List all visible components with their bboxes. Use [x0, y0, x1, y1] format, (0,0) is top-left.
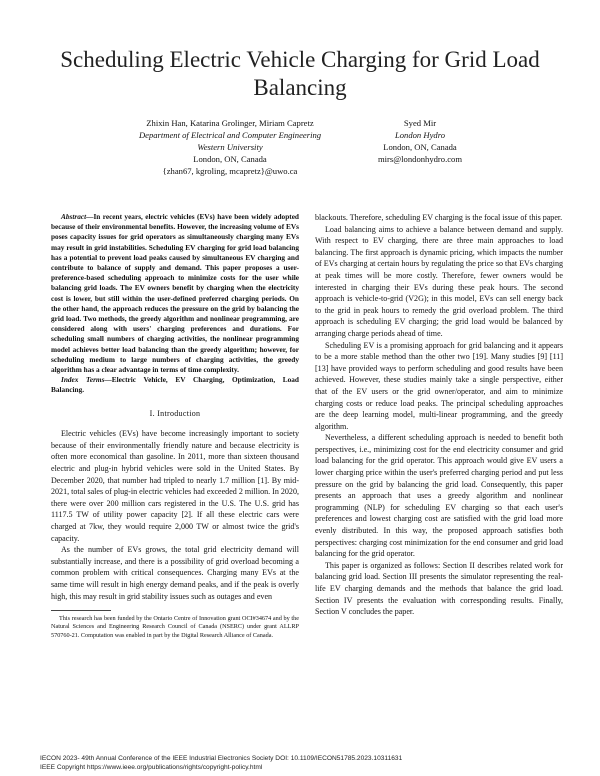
footer-copyright-link[interactable]: IEEE Copyright https://www.ieee.org/publications/rights/copyright-policy.html: [40, 764, 263, 771]
abstract: [51, 212, 299, 375]
body-paragraph: Nevertheless, a different scheduling approach is needed to benefit both perspectives, i.e., minimizing cost for the end electricity consumer and grid load balancing for the grid operator. This approach would give EV users a lower charging price within the user's preferred charging period and put less pressure on the grid by balancing the grid load. Consequently, this paper presents an approach that uses a greedy algorithm and nonlinear programming (NLP) for scheduling EV charging so that each user's preferences and lowest charging cost are satisfied with the grid load more evenly distributed. In this way, the proposed approach satisfies both perspectives: charging cost minimization for the end consumer and grid load balancing for the grid operator.: [315, 433, 563, 559]
abstract-text: —In recent years, electric vehicles (EVs) have been widely adopted because of their environmental benefits. However, the increasing volume of EVs poses capacity issues for grid operators as simultaneously charging many EVs may result in grid instabilities. Scheduling EV charging for grid load balancing has a potential to prevent load peaks caused by simultaneous EV charging and contribute to balance of supply and demand. This paper proposes a user-preference-based scheduling approach to minimize costs for the user while balancing grid loads. The EV owners benefit by charging when the electricity cost is lower, but still within the user-defined preferred charging periods. On the other hand, the approach reduces the pressure on the grid by balancing the grid load. Two methods, the greedy algorithm and nonlinear programming, are considered along with users' charging preferences and durations. For scheduling small numbers of charging activities, the nonlinear programming model achieves better load balancing than the greedy algorithm; however, for scheduling medium to large numbers of charging activities, the greedy algorithm has a clear advantage in terms of time complexity.: [51, 212, 299, 375]
right-column: [315, 212, 563, 618]
left-column: [51, 212, 299, 640]
abstract-label: Abstract: [61, 212, 87, 221]
author-department: Department of Electrical and Computer Engineering: [138, 130, 322, 140]
body-paragraph: Electric vehicles (EVs) have become increasingly important to society because of their environmentally friendly nature and because electricity is often more economical than gasoline. In 2011, more than sixteen thousand electric and plug-in hybrid vehicles were sold in the United States. By December 2020, that number had tripled to nearly 1.7 million [1]. By mid-2021, total sales of plug-in electric vehicles had exceeded 2 million. In 2020, there were over 200 million cars registered in the U.S. The U.S. grid has 1117.5 TW of utility power capacity [2]. If all these electric cars were charged at 7kw, they would require 2,000 TW or almost twice the grid's capacity.: [51, 429, 299, 543]
author-location: London, ON, Canada: [383, 142, 457, 152]
index-terms-text: —Electric Vehicle, EV Charging, Optimization, Load Balancing.: [51, 375, 299, 395]
author-block-left: [100, 117, 360, 177]
author-email: {zhan67, kgroling, mcapretz}@uwo.ca: [162, 166, 298, 176]
footer-conference-doi: IECON 2023- 49th Annual Conference of the IEEE Industrial Electronics Society DOI: 10.1109/IECON51785.2023.10311631: [40, 755, 403, 762]
funding-footnote: This research has been funded by the Ontario Centre of Innovation grant OCI#34674 and by the Natural Sciences and Engineering Research Council of Canada (NSERC) under grant ALLRP 570760-21. Computation was enabled in part by the Digital Research Alliance of Canada.: [51, 615, 299, 639]
page-footer: [40, 754, 580, 772]
body-paragraph: This paper is organized as follows: Section II describes related work for balancing grid load. Section III presents the simulator representing the real-life EV charging demands and the methods that balance the grid load. Section IV presents the evaluation with corresponding results. Finally, Section V concludes the paper.: [315, 560, 563, 617]
author-names: Zhixin Han, Katarina Grolinger, Miriam Capretz: [146, 118, 314, 128]
author-name: Syed Mir: [403, 118, 437, 128]
author-university: Western University: [197, 142, 263, 152]
footnote-divider: [51, 610, 111, 611]
body-paragraph: blackouts. Therefore, scheduling EV charging is the focal issue of this paper.: [315, 213, 563, 222]
body-paragraph: Load balancing aims to achieve a balance between demand and supply. With respect to EV charging, there are three main approaches to load balancing. The first approach is dynamic pricing, which impacts the number of EVs charging at certain hours by regulating the price so that EVs charging at peak times will be more costly. Therefore, fewer owners would be interested in charging their EVs during these peak hours. The second approach is vehicle-to-grid (V2G); in this model, EVs can sell energy back to the grid in peak hours to remedy the grid overload problem. The third approach is scheduling EV charging; the grid load would be balanced by arranging charge periods ahead of time.: [315, 224, 563, 338]
author-block-right: [340, 117, 500, 165]
section-heading-introduction: I. Introduction: [149, 408, 201, 418]
index-terms: [51, 375, 299, 395]
body-paragraph: Scheduling EV is a promising approach for grid balancing and it appears to be a more stable method than the other two [19]. Many studies [9] [11] [13] have provided ways to perform scheduling and good results have been achieved. However, these studies mainly take a single perspective, either that of the EV users or the grid owner/operator, and aim to minimize charging costs or reduce load peaks. The principal scheduling approaches are the deep learning model, multi-linear programming, and the greedy algorithm.: [315, 340, 563, 431]
index-terms-label: Index Terms: [61, 375, 105, 385]
body-paragraph: As the number of EVs grows, the total grid electricity demand will substantially increase, and there is a possibility of grid overload becoming a common problem with critical consequences. Charging many EVs at the same time will result in high energy demand peaks, and if the peak is overly high, this may result in grid stability issues such as outages and even: [51, 545, 299, 601]
author-organization: London Hydro: [394, 130, 446, 140]
author-location: London, ON, Canada: [193, 154, 267, 164]
author-email: mirs@londonhydro.com: [377, 154, 463, 164]
paper-title: Scheduling Electric Vehicle Charging for Grid Load Balancing: [60, 47, 540, 100]
